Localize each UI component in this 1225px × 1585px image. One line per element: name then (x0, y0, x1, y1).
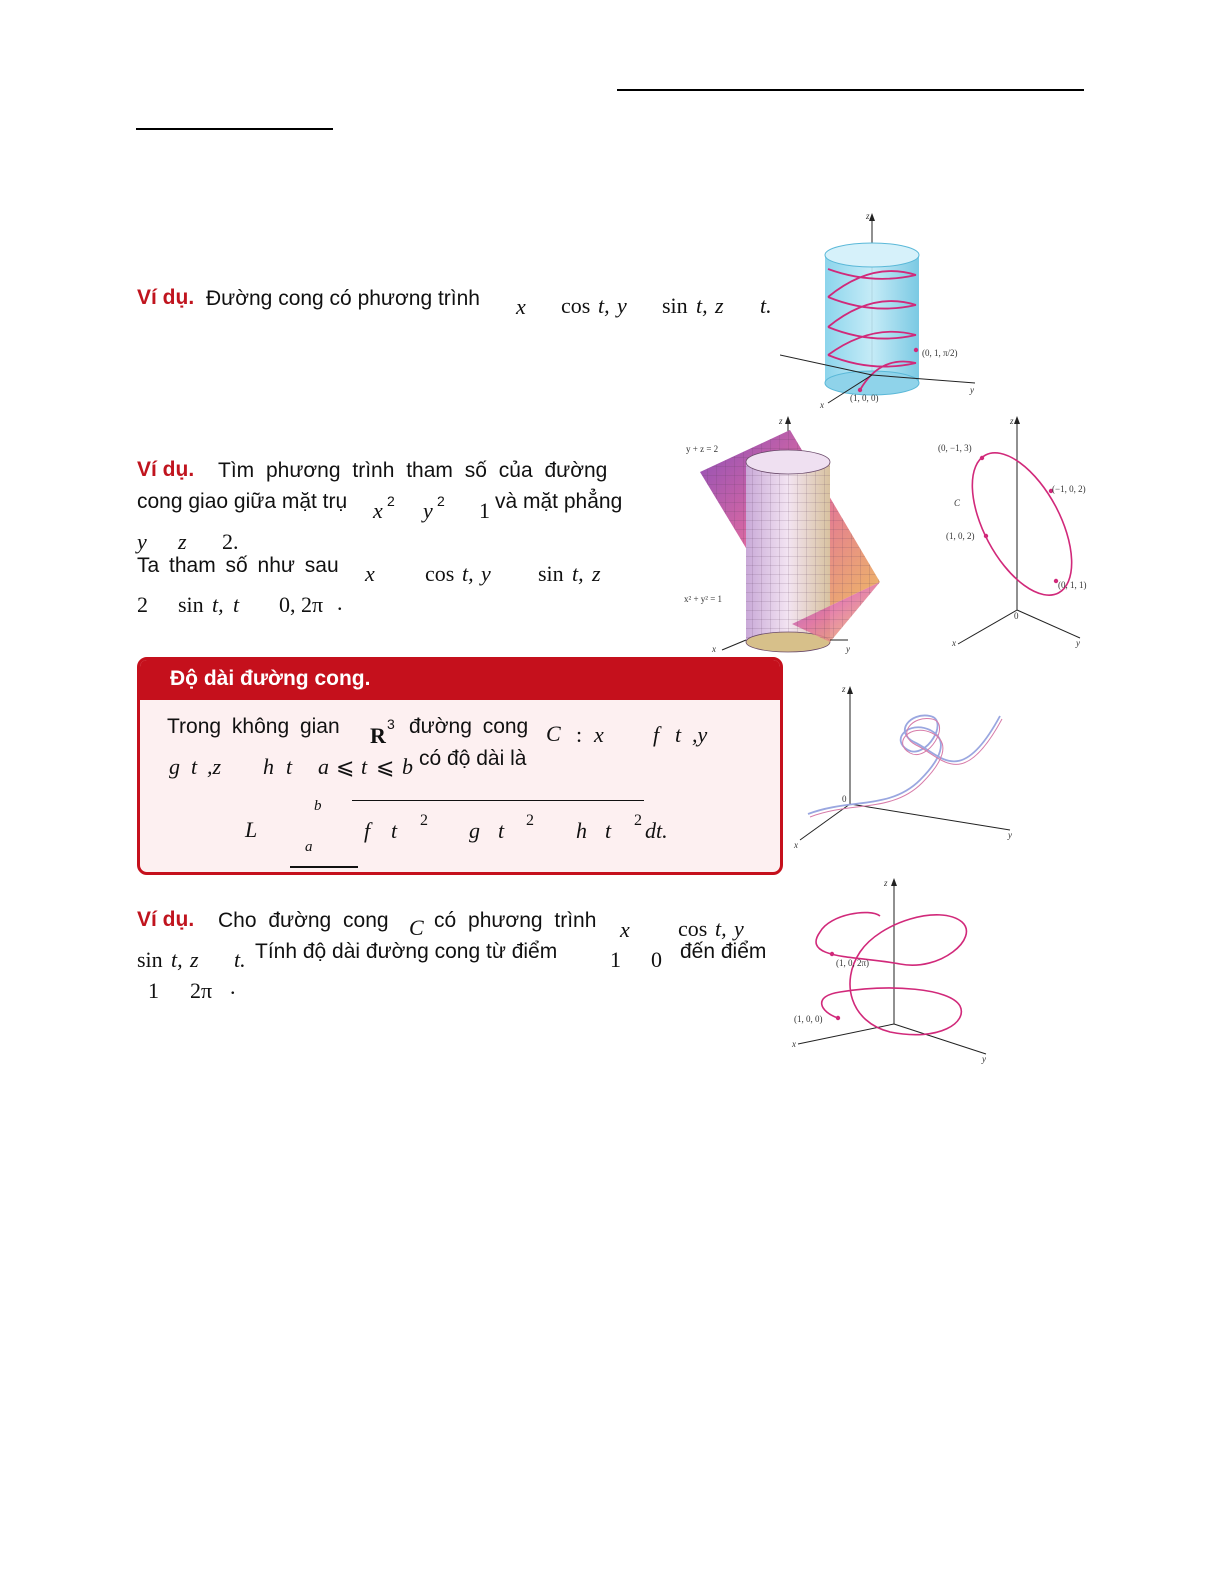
formula-radical-bar (352, 800, 644, 801)
formula-underline (290, 866, 358, 868)
ex2-l5-2: 2 (137, 592, 148, 617)
ex3-t2: t, (171, 947, 183, 972)
ex2-y-exp: 2 (437, 493, 445, 509)
ex1-y: y (617, 293, 627, 318)
header-rule-left (136, 128, 333, 130)
example-3-line1b: có phương trình (434, 909, 597, 932)
ex2-y: y (423, 498, 433, 523)
ex3-zero: 0 (651, 947, 662, 972)
ex2-l5-t: t, (212, 592, 224, 617)
ex1-cos: cos (561, 293, 591, 318)
fig3-point-2: (−1, 0, 2) (1052, 484, 1086, 494)
box-t3: t (361, 754, 368, 779)
ex1-t3: t. (760, 293, 772, 318)
formula-L: L (245, 817, 258, 842)
fig5-x-label: x (792, 1039, 796, 1049)
helix-cylinder-figure (780, 205, 990, 410)
fig3-x-label: x (952, 638, 956, 648)
box-R-exp: 3 (387, 716, 395, 732)
fig3-point-4: (0, 1, 1) (1058, 580, 1087, 590)
box-gt: t (191, 754, 198, 779)
box-comma-y: ,y (692, 722, 708, 747)
example-3-line2: Tính độ dài đường cong từ điểm (255, 940, 558, 963)
ex2-l4-t2: t, (572, 561, 584, 586)
example-2-label: Ví dụ. (137, 458, 195, 481)
box-z: ,z (207, 754, 222, 779)
fig3-point-1: (0, −1, 3) (938, 443, 972, 453)
example-1-label: Ví dụ. (137, 286, 195, 309)
fig2-y-label: y (846, 644, 850, 654)
ex3-cos: cos (678, 916, 708, 941)
ex2-l4-t: t, (462, 561, 474, 586)
ex2-l4-cos: cos (425, 561, 455, 586)
box-x: x (594, 722, 604, 747)
formula-sq2: 2 (526, 812, 534, 829)
header-rule-right (617, 89, 1084, 91)
fig4-origin-label: 0 (842, 794, 847, 804)
ex3-y: y (734, 916, 744, 941)
arc-length-title: Độ dài đường cong. (170, 667, 371, 690)
fig5-point-top: (1, 0, 2π) (836, 958, 870, 968)
ex3-one: 1 (610, 947, 621, 972)
fig2-cylinder-label: x² + y² = 1 (684, 594, 723, 604)
ex2-x-exp: 2 (387, 493, 395, 509)
fig3-z-label: z (1010, 416, 1014, 426)
box-line1a: Trong không gian (167, 715, 340, 738)
example-2-line2b: và mặt phẳng (495, 490, 623, 513)
box-line2-text: có độ dài là (419, 747, 527, 770)
fig1-point-origin: (1, 0, 0) (850, 393, 879, 403)
formula-lower: a (305, 839, 313, 855)
ex2-l4-z: z (592, 561, 601, 586)
box-ht: t (286, 754, 293, 779)
formula-upper: b (314, 798, 322, 814)
cylinder-plane-figure (680, 412, 890, 657)
ex1-x: x (516, 294, 526, 319)
ex3-C: C (409, 915, 424, 940)
ex1-t1: t, (598, 293, 610, 318)
fig2-x-label: x (712, 644, 716, 654)
fig3-point-3: (1, 0, 2) (946, 531, 975, 541)
ex2-l4-sin: sin (538, 561, 564, 586)
box-C: C (546, 721, 561, 746)
example-2-line1: Tìm phương trình tham số của đường (218, 459, 608, 482)
ex3-sin: sin (137, 947, 163, 972)
ellipse-curve-figure (930, 412, 1095, 652)
example-3-line1a: Cho đường cong (218, 909, 389, 932)
fig3-curve-label: C (954, 498, 961, 508)
ex3-p3-dot: . (230, 974, 236, 999)
ex3-t1: t, (715, 916, 727, 941)
ex2-l5-t2: t (233, 592, 240, 617)
ex3-t3: t. (234, 947, 246, 972)
fig3-origin-label: 0 (1014, 611, 1019, 621)
example-2-line2a: cong giao giữa mặt trụ (137, 490, 348, 513)
ex2-line3-2: 2. (222, 529, 239, 554)
box-line1b: đường cong (409, 715, 529, 738)
ex2-one: 1 (479, 498, 490, 523)
box-f: f (653, 722, 660, 747)
fig1-z-label: z (866, 211, 870, 221)
fig3-y-label: y (1076, 638, 1080, 648)
fig4-y-label: y (1008, 830, 1012, 840)
formula-g: g (469, 818, 480, 843)
ex3-p3-2: 2π (190, 978, 213, 1003)
ex1-z: z (715, 293, 724, 318)
example-2-line4: Ta tham số như sau (137, 554, 339, 577)
fig5-point-origin: (1, 0, 0) (794, 1014, 823, 1024)
fig2-z-label: z (779, 416, 783, 426)
formula-sq1: 2 (420, 812, 428, 829)
ex3-p3-1: 1 (148, 978, 159, 1003)
ex2-l4-y: y (481, 561, 491, 586)
formula-f: f (364, 818, 371, 843)
ex2-x: x (373, 498, 383, 523)
formula-sq3: 2 (634, 812, 642, 829)
fig4-z-label: z (842, 684, 846, 694)
ex1-sin: sin (662, 293, 688, 318)
box-leq1: ⩽ (336, 754, 355, 779)
ex2-line3-z: z (178, 529, 187, 554)
example-1-text: Đường cong có phương trình (206, 287, 480, 310)
fig5-y-label: y (982, 1054, 986, 1064)
ex2-line3-y: y (137, 529, 147, 554)
formula-dt: dt. (645, 818, 668, 843)
fig2-plane-label: y + z = 2 (686, 444, 719, 454)
example-3-label: Ví dụ. (137, 908, 195, 931)
ex2-l5-sin: sin (178, 592, 204, 617)
formula-h: h (576, 818, 587, 843)
arc-length-header (140, 660, 780, 700)
ex2-l5-dot: . (337, 590, 343, 615)
formula-ft: t (391, 818, 398, 843)
ex2-l5-range: 0, 2π (279, 592, 324, 617)
ex3-x: x (620, 917, 630, 942)
box-g: g (169, 754, 180, 779)
formula-gt: t (498, 818, 505, 843)
formula-ht: t (605, 818, 612, 843)
box-colon: : (576, 722, 583, 747)
box-h: h (263, 754, 274, 779)
box-R: R (370, 723, 386, 748)
fig1-point-top: (0, 1, π/2) (922, 348, 958, 358)
ex1-t2: t, (696, 293, 708, 318)
helix-turn-figure (780, 872, 1010, 1067)
fig1-y-label: y (970, 385, 974, 395)
box-t: t (675, 722, 682, 747)
ex3-z: z (190, 947, 199, 972)
fig4-x-label: x (794, 840, 798, 850)
box-b: b (402, 754, 413, 779)
box-leq2: ⩽ (376, 754, 395, 779)
space-curve-figure (790, 680, 1020, 850)
fig1-x-label: x (820, 400, 824, 410)
fig5-z-label: z (884, 878, 888, 888)
example-3-line2b: đến điểm (680, 940, 767, 963)
box-a: a (318, 754, 329, 779)
ex2-l4-x: x (365, 561, 375, 586)
